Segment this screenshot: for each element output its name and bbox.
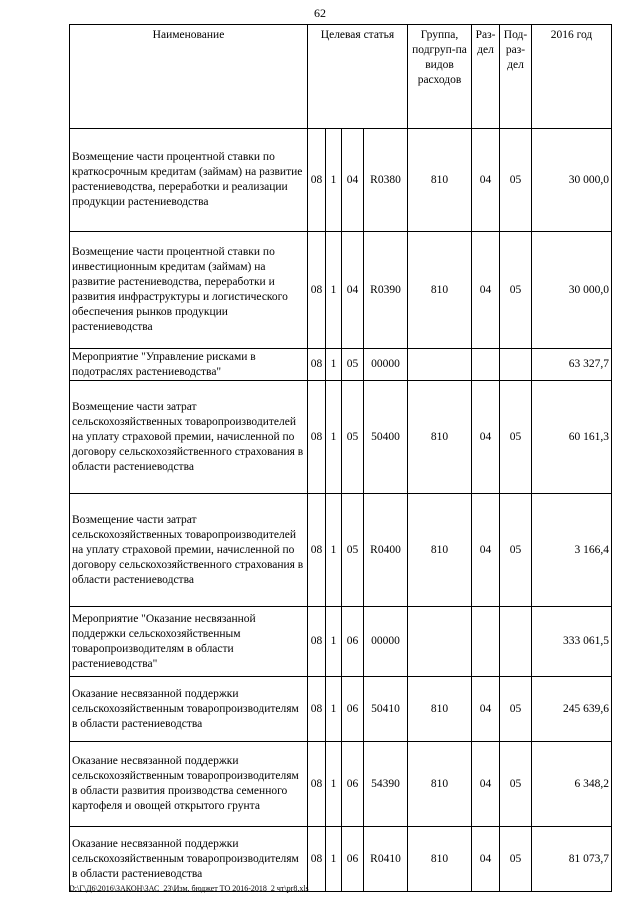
- code-measure: 05: [342, 349, 364, 381]
- amount-2016: 30 000,0: [532, 129, 612, 232]
- code-program: 08: [308, 381, 326, 494]
- code-direction: 54390: [364, 742, 408, 827]
- expense-group: [408, 349, 472, 381]
- code-subprogram: 1: [326, 742, 342, 827]
- amount-2016: 3 166,4: [532, 494, 612, 607]
- subsection: 05: [500, 494, 532, 607]
- amount-2016: 63 327,7: [532, 349, 612, 381]
- subsection: 05: [500, 677, 532, 742]
- code-direction: R0380: [364, 129, 408, 232]
- section: 04: [472, 827, 500, 892]
- code-direction: 50410: [364, 677, 408, 742]
- code-program: 08: [308, 349, 326, 381]
- code-direction: R0390: [364, 232, 408, 349]
- row-name: Мероприятие "Управление рисками в подотраслях растениеводства": [70, 349, 308, 381]
- subsection: 05: [500, 742, 532, 827]
- expense-group: 810: [408, 677, 472, 742]
- header-group: Группа, подгруп-па видов расходов: [408, 25, 472, 129]
- code-measure: 06: [342, 607, 364, 677]
- section: [472, 349, 500, 381]
- expense-group: 810: [408, 742, 472, 827]
- expense-group: 810: [408, 494, 472, 607]
- row-name: Возмещение части затрат сельскохозяйственных товаропроизводителей на уплату страховой премии, начисленной по договору сельскохозяйственного страхования в области растениеводства: [70, 494, 308, 607]
- code-program: 08: [308, 129, 326, 232]
- row-name: Возмещение части процентной ставки по инвестиционным кредитам (займам) на развитие растениеводства, переработки и развития инфраструктуры и логистического обеспечения рынков продукции растениеводства: [70, 232, 308, 349]
- expense-group: 810: [408, 381, 472, 494]
- header-row: [70, 25, 612, 129]
- code-direction: 00000: [364, 349, 408, 381]
- code-subprogram: 1: [326, 349, 342, 381]
- subsection: 05: [500, 381, 532, 494]
- row-name: Оказание несвязанной поддержки сельскохозяйственным товаропроизводителям в области развития производства семенного картофеля и овощей открытого грунта: [70, 742, 308, 827]
- page-number: 62: [314, 6, 326, 20]
- section: 04: [472, 232, 500, 349]
- file-path-footer: D:\Г\Д6\2016\ЗАКОН\ЗАС_23\Изм. бюджет ТО 2016-2018_2 чт\pr8.xls: [69, 884, 309, 893]
- section: 04: [472, 494, 500, 607]
- expense-group: [408, 607, 472, 677]
- code-direction: R0400: [364, 494, 408, 607]
- table-row: [70, 742, 612, 827]
- table-row: [70, 129, 612, 232]
- code-subprogram: 1: [326, 381, 342, 494]
- code-subprogram: 1: [326, 677, 342, 742]
- code-direction: R0410: [364, 827, 408, 892]
- subsection: [500, 607, 532, 677]
- header-section: Раз-дел: [472, 25, 500, 129]
- table-row: [70, 494, 612, 607]
- table-row: [70, 677, 612, 742]
- code-measure: 05: [342, 494, 364, 607]
- section: 04: [472, 742, 500, 827]
- code-program: 08: [308, 742, 326, 827]
- table-row: [70, 607, 612, 677]
- section: [472, 607, 500, 677]
- code-program: 08: [308, 827, 326, 892]
- table-body: [70, 129, 612, 892]
- expense-group: 810: [408, 827, 472, 892]
- amount-2016: 60 161,3: [532, 381, 612, 494]
- amount-2016: 30 000,0: [532, 232, 612, 349]
- table-row: [70, 349, 612, 381]
- header-target: Целевая статья: [308, 25, 408, 129]
- code-measure: 06: [342, 827, 364, 892]
- section: 04: [472, 129, 500, 232]
- row-name: Мероприятие "Оказание несвязанной поддержки сельскохозяйственным товаропроизводителям в области растениеводства": [70, 607, 308, 677]
- code-subprogram: 1: [326, 607, 342, 677]
- subsection: [500, 349, 532, 381]
- table-row: [70, 381, 612, 494]
- row-name: Оказание несвязанной поддержки сельскохозяйственным товаропроизводителям в области растениеводства: [70, 827, 308, 892]
- code-subprogram: 1: [326, 494, 342, 607]
- subsection: 05: [500, 827, 532, 892]
- code-measure: 06: [342, 677, 364, 742]
- code-subprogram: 1: [326, 129, 342, 232]
- amount-2016: 6 348,2: [532, 742, 612, 827]
- code-direction: 50400: [364, 381, 408, 494]
- row-name: Оказание несвязанной поддержки сельскохозяйственным товаропроизводителям в области растениеводства: [70, 677, 308, 742]
- amount-2016: 81 073,7: [532, 827, 612, 892]
- code-measure: 06: [342, 742, 364, 827]
- section: 04: [472, 677, 500, 742]
- code-subprogram: 1: [326, 827, 342, 892]
- budget-table: [69, 24, 612, 892]
- code-subprogram: 1: [326, 232, 342, 349]
- table-row: [70, 232, 612, 349]
- subsection: 05: [500, 129, 532, 232]
- code-program: 08: [308, 232, 326, 349]
- header-year: 2016 год: [532, 25, 612, 129]
- code-program: 08: [308, 607, 326, 677]
- expense-group: 810: [408, 232, 472, 349]
- code-measure: 05: [342, 381, 364, 494]
- code-direction: 00000: [364, 607, 408, 677]
- code-program: 08: [308, 494, 326, 607]
- amount-2016: 245 639,6: [532, 677, 612, 742]
- section: 04: [472, 381, 500, 494]
- row-name: Возмещение части затрат сельскохозяйственных товаропроизводителей на уплату страховой премии, начисленной по договору сельскохозяйственного страхования в области растениеводства: [70, 381, 308, 494]
- row-name: Возмещение части процентной ставки по краткосрочным кредитам (займам) на развитие растениеводства, переработки и реализации продукции растениеводства: [70, 129, 308, 232]
- code-program: 08: [308, 677, 326, 742]
- code-measure: 04: [342, 129, 364, 232]
- subsection: 05: [500, 232, 532, 349]
- code-measure: 04: [342, 232, 364, 349]
- header-name: Наименование: [70, 25, 308, 129]
- expense-group: 810: [408, 129, 472, 232]
- header-subsection: Под-раз-дел: [500, 25, 532, 129]
- table-row: [70, 827, 612, 892]
- amount-2016: 333 061,5: [532, 607, 612, 677]
